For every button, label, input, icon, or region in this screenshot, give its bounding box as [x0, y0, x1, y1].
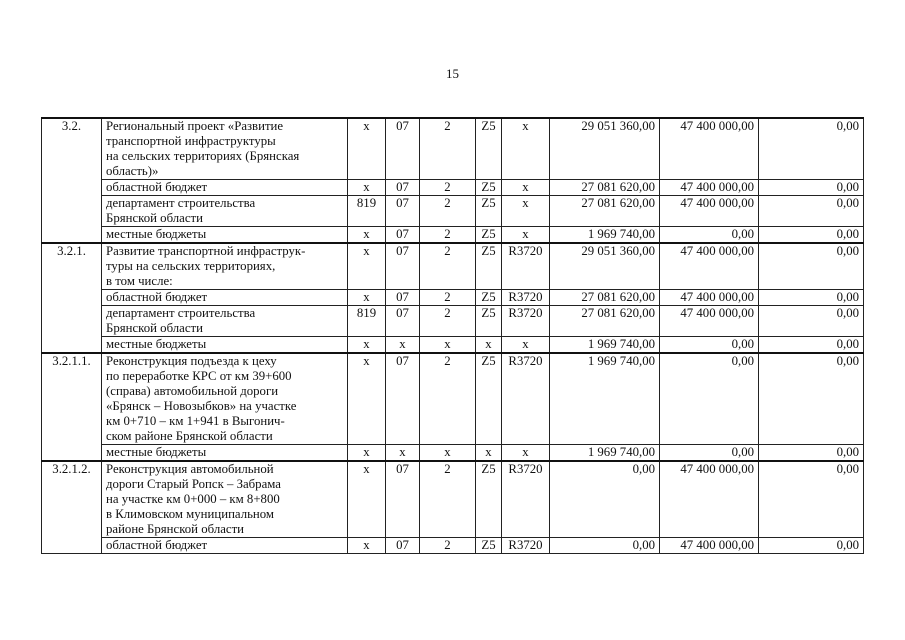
- table-row: [42, 353, 864, 445]
- code-project: х: [476, 337, 502, 354]
- table-row: [42, 445, 864, 462]
- amount-2019: 29 051 360,00: [550, 118, 660, 180]
- code-pr: х: [420, 445, 476, 462]
- row-description: местные бюджеты: [102, 337, 348, 354]
- amount-2020: 47 400 000,00: [660, 196, 759, 227]
- code-project: Z5: [476, 118, 502, 180]
- code-article: R3720: [502, 353, 550, 445]
- code-article: х: [502, 196, 550, 227]
- row-number: 3.2.1.2.: [42, 461, 102, 554]
- code-pr: 2: [420, 306, 476, 337]
- row-number: 3.2.1.1.: [42, 353, 102, 461]
- amount-2021: 0,00: [759, 306, 864, 337]
- row-number: 3.2.: [42, 118, 102, 243]
- code-article: R3720: [502, 461, 550, 538]
- code-pr: х: [420, 337, 476, 354]
- code-project: Z5: [476, 461, 502, 538]
- code-pr: 2: [420, 118, 476, 180]
- page-number: 15: [446, 66, 459, 81]
- table-row: [42, 196, 864, 227]
- amount-2021: 0,00: [759, 227, 864, 244]
- amount-2019: 27 081 620,00: [550, 196, 660, 227]
- amount-2020: 0,00: [660, 445, 759, 462]
- row-description: областной бюджет: [102, 290, 348, 306]
- table-row: [42, 337, 864, 354]
- code-rz: 07: [386, 306, 420, 337]
- code-pr: 2: [420, 461, 476, 538]
- table-row: [42, 227, 864, 244]
- code-gr: х: [348, 461, 386, 538]
- amount-2021: 0,00: [759, 180, 864, 196]
- amount-2019: 1 969 740,00: [550, 227, 660, 244]
- amount-2019: 27 081 620,00: [550, 290, 660, 306]
- code-rz: 07: [386, 180, 420, 196]
- row-description: местные бюджеты: [102, 227, 348, 244]
- code-pr: 2: [420, 538, 476, 554]
- code-rz: 07: [386, 118, 420, 180]
- amount-2020: 0,00: [660, 227, 759, 244]
- row-description: Региональный проект «Развитие транспортной инфраструктуры на сельских территориях (Брянская область)»: [102, 118, 348, 180]
- table-row: [42, 538, 864, 554]
- amount-2021: 0,00: [759, 243, 864, 290]
- amount-2020: 0,00: [660, 353, 759, 445]
- code-rz: 07: [386, 196, 420, 227]
- code-gr: х: [348, 290, 386, 306]
- amount-2019: 29 051 360,00: [550, 243, 660, 290]
- amount-2019: 27 081 620,00: [550, 180, 660, 196]
- code-gr: х: [348, 337, 386, 354]
- code-project: х: [476, 445, 502, 462]
- code-project: Z5: [476, 306, 502, 337]
- row-description: Развитие транспортной инфраструк- туры на сельских территориях, в том числе:: [102, 243, 348, 290]
- row-description: департамент строительства Брянской области: [102, 196, 348, 227]
- code-rz: 07: [386, 243, 420, 290]
- code-project: Z5: [476, 243, 502, 290]
- code-project: Z5: [476, 538, 502, 554]
- budget-table: [41, 117, 864, 554]
- amount-2021: 0,00: [759, 461, 864, 538]
- code-gr: 819: [348, 196, 386, 227]
- code-pr: 2: [420, 353, 476, 445]
- table-row: [42, 243, 864, 290]
- amount-2021: 0,00: [759, 337, 864, 354]
- amount-2019: 1 969 740,00: [550, 353, 660, 445]
- code-gr: х: [348, 118, 386, 180]
- amount-2021: 0,00: [759, 196, 864, 227]
- code-gr: х: [348, 227, 386, 244]
- code-article: х: [502, 445, 550, 462]
- amount-2020: 47 400 000,00: [660, 243, 759, 290]
- code-article: R3720: [502, 306, 550, 337]
- row-description: департамент строительства Брянской области: [102, 306, 348, 337]
- amount-2020: 47 400 000,00: [660, 306, 759, 337]
- code-pr: 2: [420, 196, 476, 227]
- amount-2020: 47 400 000,00: [660, 180, 759, 196]
- amount-2021: 0,00: [759, 118, 864, 180]
- code-article: R3720: [502, 538, 550, 554]
- code-rz: х: [386, 337, 420, 354]
- row-description: местные бюджеты: [102, 445, 348, 462]
- code-rz: 07: [386, 227, 420, 244]
- code-gr: 819: [348, 306, 386, 337]
- code-article: R3720: [502, 243, 550, 290]
- table-row: [42, 306, 864, 337]
- row-description: областной бюджет: [102, 180, 348, 196]
- code-pr: 2: [420, 227, 476, 244]
- code-rz: х: [386, 445, 420, 462]
- row-description: Реконструкция подъезда к цеху по переработке КРС от км 39+600 (справа) автомобильной дороги «Брянск – Новозыбков» на участке км 0+710 – км 1+941 в Выгонич- ском районе Брянской области: [102, 353, 348, 445]
- code-article: х: [502, 180, 550, 196]
- amount-2019: 0,00: [550, 461, 660, 538]
- table-row: [42, 461, 864, 538]
- amount-2019: 0,00: [550, 538, 660, 554]
- amount-2019: 27 081 620,00: [550, 306, 660, 337]
- amount-2021: 0,00: [759, 290, 864, 306]
- code-article: R3720: [502, 290, 550, 306]
- code-rz: 07: [386, 461, 420, 538]
- code-gr: х: [348, 538, 386, 554]
- code-pr: 2: [420, 290, 476, 306]
- row-description: Реконструкция автомобильной дороги Старый Ропск – Забрама на участке км 0+000 – км 8+800 в Климовском муниципальном районе Брянской области: [102, 461, 348, 538]
- row-number: 3.2.1.: [42, 243, 102, 353]
- amount-2021: 0,00: [759, 353, 864, 445]
- code-project: Z5: [476, 180, 502, 196]
- code-project: Z5: [476, 353, 502, 445]
- code-article: х: [502, 227, 550, 244]
- row-description: областной бюджет: [102, 538, 348, 554]
- code-rz: 07: [386, 538, 420, 554]
- amount-2020: 0,00: [660, 337, 759, 354]
- code-gr: х: [348, 180, 386, 196]
- code-gr: х: [348, 445, 386, 462]
- table-row: [42, 118, 864, 180]
- code-rz: 07: [386, 353, 420, 445]
- amount-2019: 1 969 740,00: [550, 445, 660, 462]
- amount-2020: 47 400 000,00: [660, 461, 759, 538]
- code-project: Z5: [476, 196, 502, 227]
- code-article: х: [502, 118, 550, 180]
- amount-2020: 47 400 000,00: [660, 290, 759, 306]
- code-pr: 2: [420, 180, 476, 196]
- amount-2021: 0,00: [759, 445, 864, 462]
- code-rz: 07: [386, 290, 420, 306]
- table-row: [42, 290, 864, 306]
- code-gr: х: [348, 243, 386, 290]
- code-gr: х: [348, 353, 386, 445]
- code-project: Z5: [476, 227, 502, 244]
- amount-2020: 47 400 000,00: [660, 538, 759, 554]
- code-article: х: [502, 337, 550, 354]
- code-pr: 2: [420, 243, 476, 290]
- amount-2020: 47 400 000,00: [660, 118, 759, 180]
- amount-2021: 0,00: [759, 538, 864, 554]
- table-row: [42, 180, 864, 196]
- code-project: Z5: [476, 290, 502, 306]
- amount-2019: 1 969 740,00: [550, 337, 660, 354]
